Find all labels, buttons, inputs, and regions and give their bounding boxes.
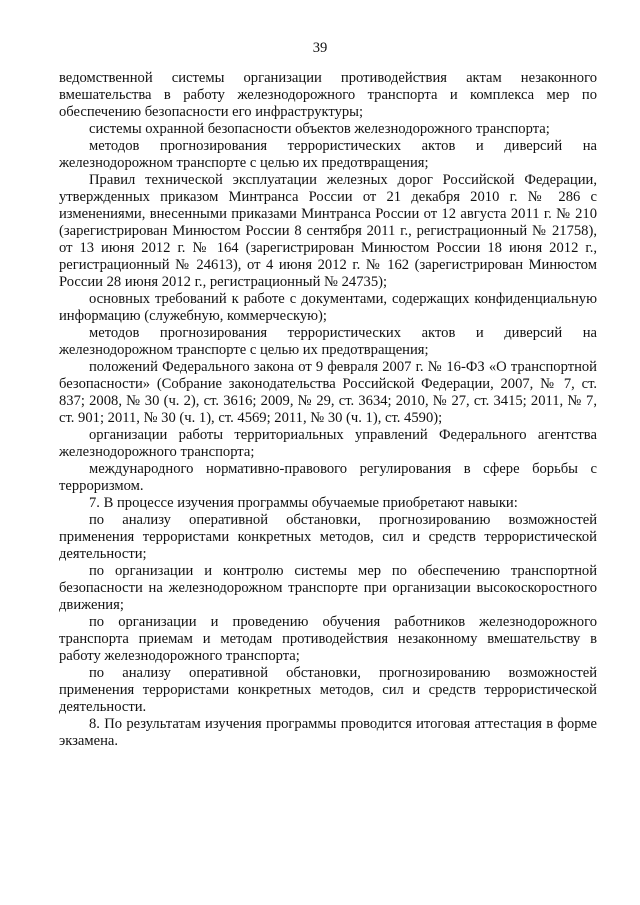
paragraph-6: методов прогнозирования террористических актов и диверсий на железнодорожном транспорте с целью их предотвращения; <box>59 325 597 358</box>
page-number: 39 <box>312 40 328 56</box>
paragraph-13: по организации и проведению обучения работников железнодорожного транспорта приемам и методам противодействия незаконному вмешательству в работу железнодорожного транспорта; <box>59 614 597 664</box>
paragraph-15: 8. По результатам изучения программы проводится итоговая аттестация в форме экзамена. <box>59 716 597 749</box>
paragraph-3: методов прогнозирования террористических актов и диверсий на железнодорожном транспорте с целью их предотвращения; <box>59 138 597 171</box>
paragraph-12: по организации и контролю системы мер по обеспечению транспортной безопасности на железнодорожном транспорте при организации высокоскоростного движения; <box>59 563 597 613</box>
paragraph-11: по анализу оперативной обстановки, прогнозированию возможностей применения террористами конкретных методов, сил и средств террористической деятельности; <box>59 512 597 562</box>
paragraph-7: положений Федерального закона от 9 февраля 2007 г. № 16-ФЗ «О транспортной безопасности» (Собрание законодательства Российской Федерации, 2007, № 7, ст. 837; 2008, № 30 (ч. 2), ст. 3616; 2009, № 29, ст. 3634; 2010, № 27, ст. 3415; 2011, № 7, ст. 901; 2011, № 30 (ч. 1), ст. 4569; 2011, № 30 (ч. 1), ст. 4590); <box>59 359 597 426</box>
paragraph-5: основных требований к работе с документами, содержащих конфиденциальную информацию (служебную, коммерческую); <box>59 291 597 324</box>
paragraph-8: организации работы территориальных управлений Федерального агентства железнодорожного транспорта; <box>59 427 597 460</box>
paragraph-4: Правил технической эксплуатации железных дорог Российской Федерации, утвержденных приказом Минтранса России от 21 декабря 2010 г. № 286 с изменениями, внесенными приказами Минтранса России от 12 августа 2011 г. № 210 (зарегистрирован Минюстом России 8 сентября 2011 г., регистрационный № 21758), от 13 июня 2012 г. № 164 (зарегистрирован Минюстом России 18 июня 2012 г., регистрационный № 24613), от 4 июня 2012 г. № 162 (зарегистрирован Минюстом России 28 июня 2012 г., регистрационный № 24735); <box>59 172 597 290</box>
paragraph-1: ведомственной системы организации противодействия актам незаконного вмешательства в работу железнодорожного транспорта и комплекса мер по обеспечению безопасности его инфраструктуры; <box>59 70 597 120</box>
paragraph-10: 7. В процессе изучения программы обучаемые приобретают навыки: <box>89 495 518 511</box>
paragraph-14: по анализу оперативной обстановки, прогнозированию возможностей применения террористами конкретных методов, сил и средств террористической деятельности. <box>59 665 597 715</box>
paragraph-9: международного нормативно-правового регулирования в сфере борьбы с терроризмом. <box>59 461 597 494</box>
paragraph-2: системы охранной безопасности объектов железнодорожного транспорта; <box>89 121 550 137</box>
document-body <box>59 70 597 750</box>
